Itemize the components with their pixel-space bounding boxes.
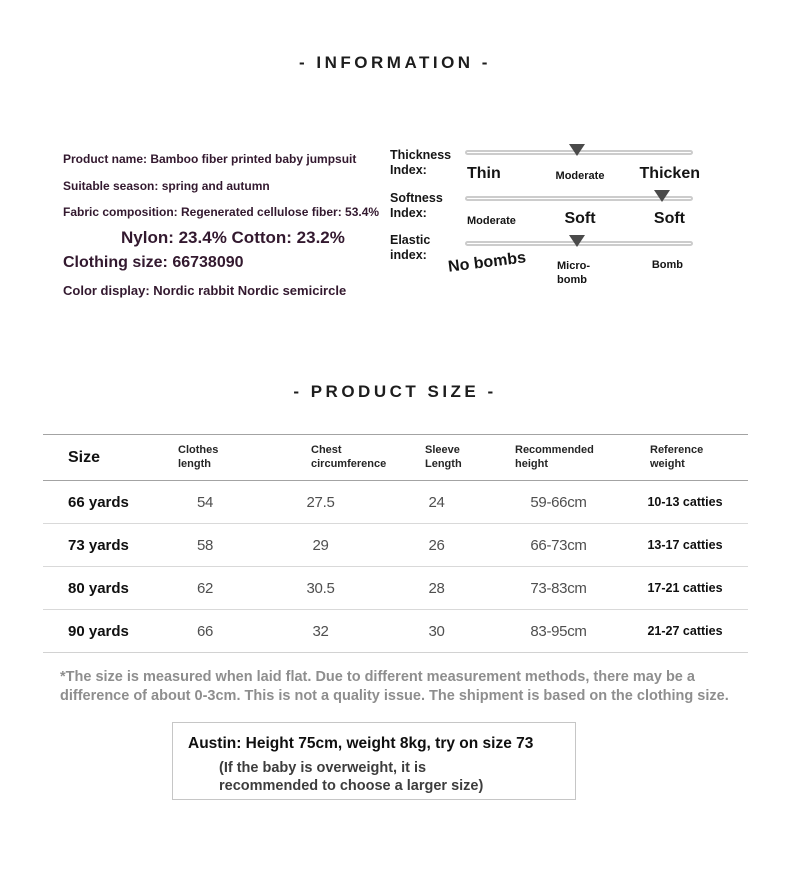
value-cell: 13-17 catties: [647, 538, 723, 552]
model-fit-subline: recommended to choose a larger size): [219, 778, 484, 794]
value-cell: 32: [312, 622, 329, 640]
table-row: [43, 610, 748, 653]
scale-label: Soft: [653, 210, 685, 227]
value-cell: 24: [428, 493, 445, 511]
column-header: Reference weight: [650, 444, 704, 470]
table-row: [43, 567, 748, 610]
column-header: Clothes length: [178, 444, 219, 470]
size-table-body: [43, 481, 748, 653]
clothing-size-line: Clothing size: 66738090: [63, 254, 244, 271]
elastic-index-label: Elastic index:: [390, 233, 431, 262]
size-table-header: [43, 435, 748, 481]
model-fit-box: [172, 722, 576, 800]
column-header: Chest circumference: [311, 444, 387, 470]
fabric-composition-line-2: Nylon: 23.4% Cotton: 23.2%: [121, 228, 345, 247]
value-cell: 27.5: [306, 493, 335, 511]
column-header: Recommended height: [515, 444, 594, 470]
size-cell: 80 yards: [68, 579, 129, 597]
column-header: Size: [68, 448, 101, 466]
thickness-index-label: Thickness Index:: [390, 148, 452, 177]
value-cell: 30.5: [306, 579, 335, 597]
elastic-marker-icon: [569, 235, 585, 247]
measurement-note: [60, 668, 750, 706]
product-size-title: - PRODUCT SIZE -: [293, 382, 497, 401]
value-cell: 59-66cm: [530, 493, 587, 511]
value-cell: 83-95cm: [530, 622, 587, 640]
model-fit-subline: (If the baby is overweight, it is: [219, 760, 427, 776]
model-fit-headline: Austin: Height 75cm, weight 8kg, try on size 73: [188, 735, 534, 752]
scale-label: No bombs: [447, 249, 527, 276]
scale-label: Soft: [564, 210, 596, 227]
measurement-note-line: difference of about 0-3cm. This is not a quality issue. The shipment is based on the clothing size.: [60, 688, 729, 704]
fabric-composition-line: Fabric composition: Regenerated cellulose fiber: 53.4%: [63, 205, 380, 219]
scale-label: Thicken: [639, 165, 700, 182]
table-row: [43, 524, 748, 567]
value-cell: 10-13 catties: [647, 495, 723, 509]
scale-label: Thin: [467, 165, 501, 182]
scale-label: Micro-bomb: [557, 260, 590, 286]
size-table: [43, 434, 748, 653]
value-cell: 26: [428, 536, 445, 554]
value-cell: 21-27 catties: [647, 624, 723, 638]
value-cell: 17-21 catties: [647, 581, 723, 595]
value-cell: 29: [312, 536, 329, 554]
column-header: Sleeve Length: [425, 444, 462, 470]
table-row: [43, 481, 748, 524]
information-title: - INFORMATION -: [299, 53, 491, 72]
thickness-slider-track: [465, 150, 693, 155]
value-cell: 54: [196, 493, 214, 511]
value-cell: 62: [196, 579, 214, 597]
value-cell: 30: [428, 622, 445, 640]
color-display-line: Color display: Nordic rabbit Nordic semicircle: [63, 283, 347, 298]
size-cell: 73 yards: [68, 536, 129, 554]
softness-index-label: Softness Index:: [390, 191, 443, 220]
scale-label: Moderate: [555, 170, 605, 182]
measurement-note-line: *The size is measured when laid flat. Due to different measurement methods, there may be a: [60, 669, 695, 685]
thickness-marker-icon: [569, 144, 585, 156]
softness-marker-icon: [654, 190, 670, 202]
scale-label: Moderate: [467, 215, 516, 227]
elastic-scale-labels: [447, 249, 695, 286]
value-cell: 66-73cm: [530, 536, 587, 554]
suitable-season-line: Suitable season: spring and autumn: [63, 179, 270, 193]
product-name-line: Product name: Bamboo fiber printed baby jumpsuit: [63, 152, 357, 166]
softness-slider-track: [465, 196, 693, 201]
value-cell: 28: [428, 579, 445, 597]
value-cell: 58: [196, 536, 214, 554]
elastic-slider-track: [465, 241, 693, 246]
value-cell: 73-83cm: [530, 579, 587, 597]
scale-label: Bomb: [651, 259, 683, 271]
value-cell: 66: [196, 622, 214, 640]
size-cell: 90 yards: [68, 622, 129, 640]
size-cell: 66 yards: [68, 493, 129, 511]
